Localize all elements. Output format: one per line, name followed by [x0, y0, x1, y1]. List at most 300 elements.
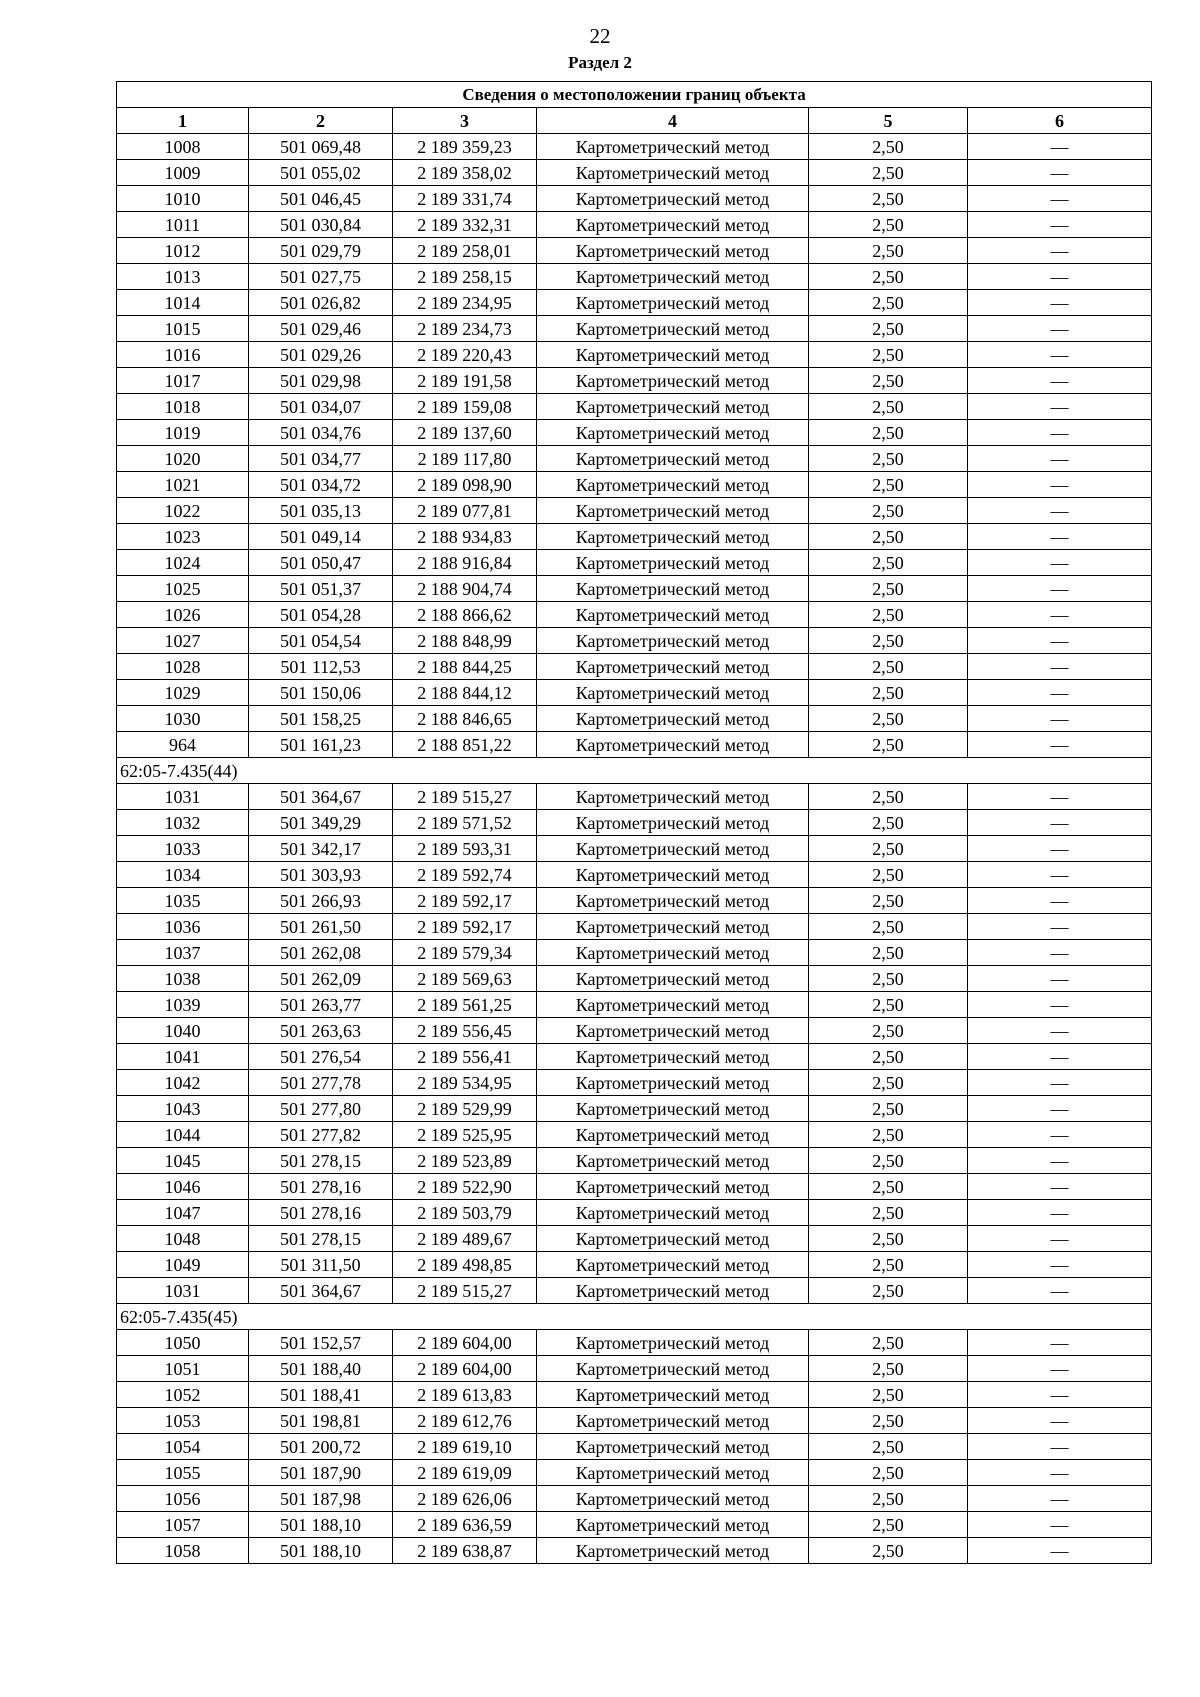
y-coordinate-cell: 2 189 098,90 [393, 472, 537, 498]
accuracy-cell: 2,50 [809, 1096, 968, 1122]
table-row [117, 394, 1152, 420]
y-coordinate-cell: 2 189 534,95 [393, 1070, 537, 1096]
table-row [117, 784, 1152, 810]
accuracy-cell: 2,50 [809, 368, 968, 394]
y-coordinate-cell: 2 189 619,09 [393, 1460, 537, 1486]
method-cell: Картометрический метод [537, 420, 809, 446]
column-number: 5 [809, 108, 968, 134]
accuracy-cell: 2,50 [809, 550, 968, 576]
accuracy-cell: 2,50 [809, 1408, 968, 1434]
note-cell: — [968, 186, 1152, 212]
table-row [117, 1408, 1152, 1434]
method-cell: Картометрический метод [537, 1174, 809, 1200]
y-coordinate-cell: 2 189 191,58 [393, 368, 537, 394]
method-cell: Картометрический метод [537, 212, 809, 238]
accuracy-cell: 2,50 [809, 1226, 968, 1252]
note-cell: — [968, 446, 1152, 472]
point-number-cell: 1041 [117, 1044, 249, 1070]
method-cell: Картометрический метод [537, 706, 809, 732]
y-coordinate-cell: 2 189 258,01 [393, 238, 537, 264]
method-cell: Картометрический метод [537, 1096, 809, 1122]
method-cell: Картометрический метод [537, 680, 809, 706]
method-cell: Картометрический метод [537, 498, 809, 524]
x-coordinate-cell: 501 278,15 [249, 1148, 393, 1174]
method-cell: Картометрический метод [537, 1486, 809, 1512]
method-cell: Картометрический метод [537, 1382, 809, 1408]
x-coordinate-cell: 501 054,54 [249, 628, 393, 654]
note-cell: — [968, 888, 1152, 914]
table-row [117, 836, 1152, 862]
accuracy-cell: 2,50 [809, 1330, 968, 1356]
method-cell: Картометрический метод [537, 810, 809, 836]
y-coordinate-cell: 2 189 579,34 [393, 940, 537, 966]
accuracy-cell: 2,50 [809, 1512, 968, 1538]
table-row [117, 1096, 1152, 1122]
note-cell: — [968, 1512, 1152, 1538]
note-cell: — [968, 628, 1152, 654]
x-coordinate-cell: 501 029,79 [249, 238, 393, 264]
accuracy-cell: 2,50 [809, 602, 968, 628]
accuracy-cell: 2,50 [809, 654, 968, 680]
point-number-cell: 1013 [117, 264, 249, 290]
x-coordinate-cell: 501 342,17 [249, 836, 393, 862]
method-cell: Картометрический метод [537, 1512, 809, 1538]
method-cell: Картометрический метод [537, 862, 809, 888]
accuracy-cell: 2,50 [809, 1122, 968, 1148]
accuracy-cell: 2,50 [809, 1148, 968, 1174]
table-row [117, 290, 1152, 316]
point-number-cell: 1021 [117, 472, 249, 498]
table-row [117, 966, 1152, 992]
x-coordinate-cell: 501 046,45 [249, 186, 393, 212]
x-coordinate-cell: 501 029,98 [249, 368, 393, 394]
y-coordinate-cell: 2 189 593,31 [393, 836, 537, 862]
method-cell: Картометрический метод [537, 368, 809, 394]
x-coordinate-cell: 501 261,50 [249, 914, 393, 940]
method-cell: Картометрический метод [537, 238, 809, 264]
method-cell: Картометрический метод [537, 1122, 809, 1148]
note-cell: — [968, 654, 1152, 680]
accuracy-cell: 2,50 [809, 836, 968, 862]
accuracy-cell: 2,50 [809, 1538, 968, 1564]
point-number-cell: 1023 [117, 524, 249, 550]
method-cell: Картометрический метод [537, 1460, 809, 1486]
y-coordinate-cell: 2 188 844,25 [393, 654, 537, 680]
method-cell: Картометрический метод [537, 134, 809, 160]
note-cell: — [968, 1174, 1152, 1200]
note-cell: — [968, 498, 1152, 524]
point-number-cell: 1009 [117, 160, 249, 186]
note-cell: — [968, 1408, 1152, 1434]
table-row [117, 1356, 1152, 1382]
table-caption: Сведения о местоположении границ объекта [117, 82, 1152, 108]
x-coordinate-cell: 501 278,15 [249, 1226, 393, 1252]
x-coordinate-cell: 501 266,93 [249, 888, 393, 914]
point-number-cell: 1024 [117, 550, 249, 576]
point-number-cell: 1032 [117, 810, 249, 836]
x-coordinate-cell: 501 030,84 [249, 212, 393, 238]
group-label: 62:05-7.435(44) [117, 758, 1152, 784]
y-coordinate-cell: 2 189 503,79 [393, 1200, 537, 1226]
note-cell: — [968, 1200, 1152, 1226]
point-number-cell: 1017 [117, 368, 249, 394]
point-number-cell: 1028 [117, 654, 249, 680]
y-coordinate-cell: 2 189 561,25 [393, 992, 537, 1018]
accuracy-cell: 2,50 [809, 394, 968, 420]
accuracy-cell: 2,50 [809, 784, 968, 810]
note-cell: — [968, 394, 1152, 420]
y-coordinate-cell: 2 189 489,67 [393, 1226, 537, 1252]
y-coordinate-cell: 2 189 569,63 [393, 966, 537, 992]
y-coordinate-cell: 2 189 515,27 [393, 784, 537, 810]
method-cell: Картометрический метод [537, 654, 809, 680]
method-cell: Картометрический метод [537, 576, 809, 602]
y-coordinate-cell: 2 189 636,59 [393, 1512, 537, 1538]
point-number-cell: 1011 [117, 212, 249, 238]
x-coordinate-cell: 501 200,72 [249, 1434, 393, 1460]
x-coordinate-cell: 501 262,08 [249, 940, 393, 966]
column-number: 6 [968, 108, 1152, 134]
x-coordinate-cell: 501 311,50 [249, 1252, 393, 1278]
accuracy-cell: 2,50 [809, 1434, 968, 1460]
x-coordinate-cell: 501 364,67 [249, 1278, 393, 1304]
x-coordinate-cell: 501 029,46 [249, 316, 393, 342]
table-row [117, 368, 1152, 394]
note-cell: — [968, 316, 1152, 342]
accuracy-cell: 2,50 [809, 992, 968, 1018]
table-row [117, 1200, 1152, 1226]
method-cell: Картометрический метод [537, 628, 809, 654]
accuracy-cell: 2,50 [809, 1200, 968, 1226]
x-coordinate-cell: 501 034,77 [249, 446, 393, 472]
y-coordinate-cell: 2 189 358,02 [393, 160, 537, 186]
method-cell: Картометрический метод [537, 1148, 809, 1174]
method-cell: Картометрический метод [537, 732, 809, 758]
x-coordinate-cell: 501 026,82 [249, 290, 393, 316]
x-coordinate-cell: 501 152,57 [249, 1330, 393, 1356]
method-cell: Картометрический метод [537, 1252, 809, 1278]
x-coordinate-cell: 501 029,26 [249, 342, 393, 368]
method-cell: Картометрический метод [537, 1538, 809, 1564]
table-row [117, 680, 1152, 706]
note-cell: — [968, 342, 1152, 368]
note-cell: — [968, 784, 1152, 810]
table-row [117, 628, 1152, 654]
y-coordinate-cell: 2 189 077,81 [393, 498, 537, 524]
method-cell: Картометрический метод [537, 472, 809, 498]
group-header-row [117, 1304, 1152, 1330]
note-cell: — [968, 1044, 1152, 1070]
table-row [117, 602, 1152, 628]
accuracy-cell: 2,50 [809, 1382, 968, 1408]
y-coordinate-cell: 2 189 525,95 [393, 1122, 537, 1148]
table-row [117, 342, 1152, 368]
point-number-cell: 1049 [117, 1252, 249, 1278]
x-coordinate-cell: 501 188,40 [249, 1356, 393, 1382]
x-coordinate-cell: 501 277,78 [249, 1070, 393, 1096]
method-cell: Картометрический метод [537, 1408, 809, 1434]
table-row [117, 550, 1152, 576]
accuracy-cell: 2,50 [809, 680, 968, 706]
note-cell: — [968, 992, 1152, 1018]
note-cell: — [968, 1382, 1152, 1408]
column-number: 4 [537, 108, 809, 134]
y-coordinate-cell: 2 189 359,23 [393, 134, 537, 160]
table-row [117, 654, 1152, 680]
method-cell: Картометрический метод [537, 264, 809, 290]
x-coordinate-cell: 501 277,82 [249, 1122, 393, 1148]
point-number-cell: 1027 [117, 628, 249, 654]
table-row [117, 1226, 1152, 1252]
table-row [117, 1434, 1152, 1460]
table-row [117, 160, 1152, 186]
note-cell: — [968, 1148, 1152, 1174]
y-coordinate-cell: 2 189 619,10 [393, 1434, 537, 1460]
x-coordinate-cell: 501 364,67 [249, 784, 393, 810]
point-number-cell: 1056 [117, 1486, 249, 1512]
accuracy-cell: 2,50 [809, 1070, 968, 1096]
x-coordinate-cell: 501 187,98 [249, 1486, 393, 1512]
method-cell: Картометрический метод [537, 1356, 809, 1382]
note-cell: — [968, 1330, 1152, 1356]
point-number-cell: 1008 [117, 134, 249, 160]
accuracy-cell: 2,50 [809, 420, 968, 446]
point-number-cell: 1025 [117, 576, 249, 602]
x-coordinate-cell: 501 161,23 [249, 732, 393, 758]
y-coordinate-cell: 2 188 916,84 [393, 550, 537, 576]
note-cell: — [968, 966, 1152, 992]
table-row [117, 316, 1152, 342]
accuracy-cell: 2,50 [809, 1174, 968, 1200]
table-row [117, 1486, 1152, 1512]
y-coordinate-cell: 2 189 613,83 [393, 1382, 537, 1408]
x-coordinate-cell: 501 034,07 [249, 394, 393, 420]
y-coordinate-cell: 2 188 846,65 [393, 706, 537, 732]
y-coordinate-cell: 2 189 159,08 [393, 394, 537, 420]
x-coordinate-cell: 501 187,90 [249, 1460, 393, 1486]
table-row [117, 576, 1152, 602]
x-coordinate-cell: 501 303,93 [249, 862, 393, 888]
accuracy-cell: 2,50 [809, 1044, 968, 1070]
y-coordinate-cell: 2 188 848,99 [393, 628, 537, 654]
column-number: 3 [393, 108, 537, 134]
accuracy-cell: 2,50 [809, 1356, 968, 1382]
table-row [117, 446, 1152, 472]
point-number-cell: 1022 [117, 498, 249, 524]
point-number-cell: 1018 [117, 394, 249, 420]
note-cell: — [968, 1356, 1152, 1382]
method-cell: Картометрический метод [537, 1330, 809, 1356]
method-cell: Картометрический метод [537, 602, 809, 628]
table-row [117, 914, 1152, 940]
accuracy-cell: 2,50 [809, 1278, 968, 1304]
table-row [117, 732, 1152, 758]
point-number-cell: 1040 [117, 1018, 249, 1044]
y-coordinate-cell: 2 188 866,62 [393, 602, 537, 628]
y-coordinate-cell: 2 189 592,17 [393, 888, 537, 914]
method-cell: Картометрический метод [537, 1434, 809, 1460]
point-number-cell: 1020 [117, 446, 249, 472]
y-coordinate-cell: 2 189 137,60 [393, 420, 537, 446]
method-cell: Картометрический метод [537, 1200, 809, 1226]
table-row [117, 1538, 1152, 1564]
x-coordinate-cell: 501 054,28 [249, 602, 393, 628]
note-cell: — [968, 420, 1152, 446]
note-cell: — [968, 524, 1152, 550]
y-coordinate-cell: 2 189 604,00 [393, 1356, 537, 1382]
accuracy-cell: 2,50 [809, 914, 968, 940]
table-row [117, 1174, 1152, 1200]
x-coordinate-cell: 501 263,77 [249, 992, 393, 1018]
point-number-cell: 1045 [117, 1148, 249, 1174]
note-cell: — [968, 1460, 1152, 1486]
point-number-cell: 1016 [117, 342, 249, 368]
table-row [117, 1330, 1152, 1356]
boundary-coordinates-table [116, 81, 1152, 1564]
column-number: 2 [249, 108, 393, 134]
table-row [117, 1148, 1152, 1174]
y-coordinate-cell: 2 189 220,43 [393, 342, 537, 368]
note-cell: — [968, 1226, 1152, 1252]
x-coordinate-cell: 501 349,29 [249, 810, 393, 836]
y-coordinate-cell: 2 189 234,95 [393, 290, 537, 316]
method-cell: Картометрический метод [537, 940, 809, 966]
table-body [117, 134, 1152, 1564]
accuracy-cell: 2,50 [809, 134, 968, 160]
table-row [117, 1460, 1152, 1486]
y-coordinate-cell: 2 188 904,74 [393, 576, 537, 602]
note-cell: — [968, 680, 1152, 706]
x-coordinate-cell: 501 051,37 [249, 576, 393, 602]
note-cell: — [968, 238, 1152, 264]
accuracy-cell: 2,50 [809, 472, 968, 498]
y-coordinate-cell: 2 189 234,73 [393, 316, 537, 342]
table-row [117, 524, 1152, 550]
point-number-cell: 1048 [117, 1226, 249, 1252]
group-header-row [117, 758, 1152, 784]
y-coordinate-cell: 2 189 332,31 [393, 212, 537, 238]
method-cell: Картометрический метод [537, 342, 809, 368]
x-coordinate-cell: 501 276,54 [249, 1044, 393, 1070]
y-coordinate-cell: 2 189 556,45 [393, 1018, 537, 1044]
note-cell: — [968, 1538, 1152, 1564]
note-cell: — [968, 1278, 1152, 1304]
table-row [117, 888, 1152, 914]
point-number-cell: 1052 [117, 1382, 249, 1408]
note-cell: — [968, 576, 1152, 602]
point-number-cell: 1051 [117, 1356, 249, 1382]
y-coordinate-cell: 2 189 117,80 [393, 446, 537, 472]
table-row [117, 264, 1152, 290]
note-cell: — [968, 810, 1152, 836]
accuracy-cell: 2,50 [809, 576, 968, 602]
accuracy-cell: 2,50 [809, 316, 968, 342]
note-cell: — [968, 368, 1152, 394]
point-number-cell: 1046 [117, 1174, 249, 1200]
point-number-cell: 1026 [117, 602, 249, 628]
accuracy-cell: 2,50 [809, 186, 968, 212]
note-cell: — [968, 160, 1152, 186]
point-number-cell: 1012 [117, 238, 249, 264]
x-coordinate-cell: 501 277,80 [249, 1096, 393, 1122]
table-row [117, 706, 1152, 732]
point-number-cell: 1042 [117, 1070, 249, 1096]
method-cell: Картометрический метод [537, 446, 809, 472]
x-coordinate-cell: 501 150,06 [249, 680, 393, 706]
accuracy-cell: 2,50 [809, 238, 968, 264]
method-cell: Картометрический метод [537, 1044, 809, 1070]
point-number-cell: 1029 [117, 680, 249, 706]
y-coordinate-cell: 2 189 626,06 [393, 1486, 537, 1512]
method-cell: Картометрический метод [537, 550, 809, 576]
method-cell: Картометрический метод [537, 1226, 809, 1252]
y-coordinate-cell: 2 189 515,27 [393, 1278, 537, 1304]
accuracy-cell: 2,50 [809, 1018, 968, 1044]
note-cell: — [968, 1252, 1152, 1278]
accuracy-cell: 2,50 [809, 732, 968, 758]
point-number-cell: 1036 [117, 914, 249, 940]
note-cell: — [968, 914, 1152, 940]
method-cell: Картометрический метод [537, 914, 809, 940]
note-cell: — [968, 732, 1152, 758]
table-row [117, 1044, 1152, 1070]
table-row [117, 1070, 1152, 1096]
note-cell: — [968, 264, 1152, 290]
accuracy-cell: 2,50 [809, 810, 968, 836]
table-row [117, 186, 1152, 212]
x-coordinate-cell: 501 278,16 [249, 1174, 393, 1200]
accuracy-cell: 2,50 [809, 264, 968, 290]
point-number-cell: 1035 [117, 888, 249, 914]
y-coordinate-cell: 2 189 612,76 [393, 1408, 537, 1434]
table-row [117, 1252, 1152, 1278]
method-cell: Картометрический метод [537, 290, 809, 316]
method-cell: Картометрический метод [537, 524, 809, 550]
note-cell: — [968, 134, 1152, 160]
accuracy-cell: 2,50 [809, 212, 968, 238]
x-coordinate-cell: 501 278,16 [249, 1200, 393, 1226]
accuracy-cell: 2,50 [809, 524, 968, 550]
method-cell: Картометрический метод [537, 1018, 809, 1044]
point-number-cell: 1031 [117, 1278, 249, 1304]
accuracy-cell: 2,50 [809, 498, 968, 524]
accuracy-cell: 2,50 [809, 342, 968, 368]
note-cell: — [968, 290, 1152, 316]
point-number-cell: 964 [117, 732, 249, 758]
y-coordinate-cell: 2 189 592,17 [393, 914, 537, 940]
table-row [117, 940, 1152, 966]
column-number: 1 [117, 108, 249, 134]
note-cell: — [968, 1434, 1152, 1460]
method-cell: Картометрический метод [537, 394, 809, 420]
table-row [117, 1122, 1152, 1148]
section-title: Раздел 2 [568, 53, 632, 72]
page-number: 22 [589, 24, 611, 48]
point-number-cell: 1015 [117, 316, 249, 342]
point-number-cell: 1033 [117, 836, 249, 862]
note-cell: — [968, 472, 1152, 498]
y-coordinate-cell: 2 189 331,74 [393, 186, 537, 212]
accuracy-cell: 2,50 [809, 1486, 968, 1512]
x-coordinate-cell: 501 050,47 [249, 550, 393, 576]
accuracy-cell: 2,50 [809, 290, 968, 316]
y-coordinate-cell: 2 189 556,41 [393, 1044, 537, 1070]
method-cell: Картометрический метод [537, 992, 809, 1018]
point-number-cell: 1039 [117, 992, 249, 1018]
point-number-cell: 1037 [117, 940, 249, 966]
note-cell: — [968, 706, 1152, 732]
table-row [117, 1278, 1152, 1304]
